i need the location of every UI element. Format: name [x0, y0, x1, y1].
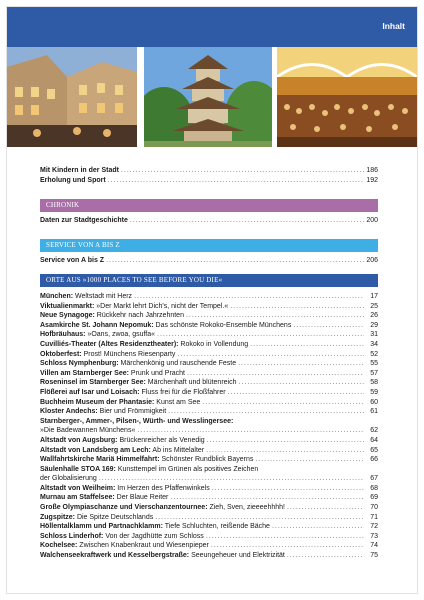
toc-leader-dots — [137, 426, 364, 436]
photo-strip — [7, 47, 417, 147]
toc-page-number: 26 — [370, 312, 378, 320]
toc-entry-subtitle: Prost! Münchens Riesenparty — [81, 350, 176, 358]
toc-entry-subtitle: der Globalisierung — [40, 475, 97, 483]
toc-entry-title: Altstadt von Landsberg am Lech: — [40, 446, 151, 454]
toc-entry-title: München: — [40, 293, 74, 300]
toc-page-number: 25 — [370, 302, 378, 310]
toc-leader-dots — [272, 522, 364, 532]
toc-entry-title: Kloster Andechs: — [40, 408, 98, 416]
toc-entry-subtitle: Zwischen Knabenkraut und Wiesenpieper — [77, 542, 209, 550]
toc-leader-dots — [168, 407, 364, 417]
toc-entry-label — [40, 398, 200, 408]
toc-leader-dots — [293, 321, 364, 331]
toc-leader-dots — [155, 513, 364, 523]
toc-page-number: 71 — [370, 513, 378, 521]
toc-entry-title: Wallfahrtskirche Mariä Himmelfahrt: — [40, 456, 160, 464]
toc-entry-label — [40, 407, 166, 417]
toc-page-number: 29 — [370, 321, 378, 329]
toc-page-number: 59 — [370, 388, 378, 396]
toc-entry-subtitle: Prunk und Pracht — [128, 369, 185, 377]
toc-entry-title: Walchenseekraftwerk und Kesselbergstraße: — [40, 552, 190, 560]
toc-entry-label — [40, 474, 97, 484]
toc-entry-label — [40, 302, 228, 312]
toc-page-number: 60 — [370, 398, 378, 406]
toc-entry-subtitle: Im Herzen des Pfaffenwinkels — [115, 484, 210, 492]
toc-page-number: 65 — [370, 446, 378, 454]
toc-entry-title: Schloss Linderhof: — [40, 532, 104, 540]
toc-entry-title: Asamkirche St. Johann Nepomuk: — [40, 321, 154, 329]
toc-entry — [40, 398, 378, 408]
toc-leader-dots — [170, 493, 364, 503]
toc-entry-label — [40, 378, 237, 388]
toc-entry-label — [40, 311, 184, 321]
toc-leader-dots — [106, 256, 364, 266]
toc-page-number: 57 — [370, 369, 378, 377]
toc-entry-title: Neue Synagoge: — [40, 312, 95, 320]
toc-entry-label — [40, 503, 285, 513]
toc-entry-label — [40, 359, 236, 369]
toc-entry-label — [40, 350, 175, 360]
toc-entry-title: Oktoberfest: — [40, 350, 82, 358]
toc-entry-subtitle: Ab ins Mittelalter — [150, 446, 205, 454]
toc-entry-title: Daten zur Stadtgeschichte — [40, 217, 128, 224]
toc-entry-label — [40, 426, 135, 436]
toc-leader-dots — [206, 532, 364, 542]
toc-leader-dots — [202, 398, 364, 408]
toc-entry-title: Zugspitze: — [40, 513, 75, 521]
toc-entry-label — [40, 465, 258, 475]
toc-entry-subtitle: Tiefe Schluchten, reißende Bäche — [162, 523, 270, 531]
toc-page-number: 70 — [370, 504, 378, 512]
toc-entry-label — [40, 446, 204, 456]
page-title: Inhalt — [382, 21, 405, 31]
toc-entry-title: Murnau am Staffelsee: — [40, 494, 115, 502]
toc-entry-title: Roseninsel im Starnberger See: — [40, 379, 146, 387]
toc-entry — [40, 455, 378, 465]
toc-entry — [40, 166, 378, 176]
toc-entry-label — [40, 292, 132, 302]
toc-page-number: 66 — [370, 456, 378, 464]
toc-entry-subtitle: Weltstadt mit Herz — [73, 293, 133, 300]
toc-entry-label — [40, 330, 155, 340]
toc-entry-subtitle: Schönster Rundblick Bayerns — [159, 456, 254, 464]
toc-entry-subtitle: Bier und Frömmigkeit — [97, 408, 167, 416]
toc-page-number: 72 — [370, 523, 378, 531]
toc-leader-dots — [287, 551, 364, 561]
toc-entry-subtitle: Märchenkönig und rauschende Feste — [118, 360, 237, 368]
toc-entry-subtitle: Rückkehr nach Jahrzehnten — [94, 312, 184, 320]
toc-entry-subtitle: Rokoko in Vollendung — [178, 340, 249, 348]
toc-entry-label — [40, 340, 248, 350]
toc-leader-dots — [206, 446, 364, 456]
toc-entry — [40, 541, 378, 551]
toc-entry-subtitle: Märchenhaft und blütenreich — [145, 379, 237, 387]
toc-entry — [40, 388, 378, 398]
toc-page-number: 75 — [370, 552, 378, 560]
toc-entry-title: Mit Kindern in der Stadt — [40, 167, 119, 174]
toc-entry — [40, 369, 378, 379]
hofbraeuhaus-courtyard-photo — [7, 47, 137, 147]
toc-entry — [40, 474, 378, 484]
toc-entry-subtitle: Zieh, Sven, zieeeehhhh! — [207, 504, 285, 512]
toc-entry-subtitle: »Der Markt lehrt Dich's, nicht der Tempel.« — [94, 302, 229, 310]
toc-leader-dots — [211, 541, 364, 551]
toc-entry — [40, 216, 378, 226]
toc-entry — [40, 436, 378, 446]
toc-entry-label — [40, 388, 226, 398]
toc-page-number: 68 — [370, 484, 378, 492]
toc-entry-label — [40, 216, 128, 226]
toc-page-number: 55 — [370, 360, 378, 368]
toc-entry-title: Große Olympiaschanze und Vierschanzentournee: — [40, 504, 208, 512]
toc-entry-title: Hofbräuhaus: — [40, 331, 86, 339]
toc-leader-dots — [134, 292, 364, 302]
toc-leader-dots — [177, 350, 364, 360]
toc-entry-label — [40, 256, 104, 266]
toc-entry — [40, 503, 378, 513]
chinese-tower-photo — [144, 47, 272, 147]
toc-entry-title: Erholung und Sport — [40, 176, 106, 184]
toc-entry — [40, 359, 378, 369]
toc-entry-label — [40, 513, 153, 523]
toc-entry-label — [40, 176, 106, 186]
toc-entry-subtitle: Das schönste Rokoko-Ensemble Münchens — [153, 321, 292, 329]
toc-leader-dots — [287, 503, 364, 513]
toc-entry-subtitle: »Oans, zwoa, gsuffa« — [85, 331, 156, 339]
toc-leader-dots — [250, 340, 364, 350]
toc-page-number: 64 — [370, 436, 378, 444]
toc-entry-subtitle: Brückenreicher als Venedig — [117, 436, 205, 444]
toc-entry-subtitle: »Die Badewannen Münchens« — [40, 427, 136, 435]
toc-page-number: 17 — [370, 293, 378, 300]
toc-entry-title: Buchheim Museum der Phantasie: — [40, 398, 155, 406]
toc-leader-dots — [186, 311, 364, 321]
toc-page-number: 34 — [370, 340, 378, 348]
toc-page-number: 58 — [370, 379, 378, 387]
section-bar-orte: ORTE AUS »1000 PLACES TO SEE BEFORE YOU DIE« — [40, 274, 378, 287]
toc-leader-dots — [238, 359, 364, 369]
toc-leader-dots — [121, 166, 364, 176]
toc-entry — [40, 426, 378, 436]
toc-entry-label — [40, 551, 285, 561]
toc-entry-title: Kochelsee: — [40, 542, 78, 550]
toc-leader-dots — [99, 474, 364, 484]
toc-leader-dots — [130, 216, 364, 226]
toc-entry — [40, 513, 378, 523]
toc-page-number: 73 — [370, 532, 378, 540]
toc-leader-dots — [255, 455, 364, 465]
toc-page-number: 186 — [366, 167, 378, 174]
toc-entry — [40, 551, 378, 561]
toc-entry-label — [40, 532, 204, 542]
toc-entry — [40, 417, 378, 427]
toc-leader-dots — [239, 378, 365, 388]
toc-leader-dots — [230, 302, 364, 312]
toc-entry-title: Schloss Nymphenburg: — [40, 360, 119, 368]
toc-page-number: 52 — [370, 350, 378, 358]
section-bar-service: SERVICE VON A BIS Z — [40, 239, 378, 252]
toc-entry-label — [40, 493, 168, 503]
toc-entry-subtitle: Der Blaue Reiter — [114, 494, 169, 502]
toc-entry-title: Altstadt von Weilheim: — [40, 484, 116, 492]
toc-entry — [40, 256, 378, 266]
toc-leader-dots — [207, 436, 364, 446]
toc-entry — [40, 311, 378, 321]
toc-entry-subtitle: Die Spitze Deutschlands — [75, 513, 154, 521]
toc-entry — [40, 340, 378, 350]
toc-entry-subtitle: Seeungeheuer und Elektrizität — [189, 552, 285, 560]
toc-page-number: 200 — [366, 217, 378, 224]
toc-entry — [40, 407, 378, 417]
toc-entry-label — [40, 522, 270, 532]
toc-entry — [40, 378, 378, 388]
toc-entry — [40, 176, 378, 186]
toc-block-orte — [40, 292, 378, 561]
toc-block-top — [40, 166, 378, 185]
toc-entry — [40, 302, 378, 312]
toc-entry-title: Säulenhalle STOA 169: — [40, 465, 116, 473]
section-bar-chronik: CHRONIK — [40, 199, 378, 212]
toc-entry-label — [40, 455, 253, 465]
toc-entry-label — [40, 436, 205, 446]
toc-entry-subtitle: Kunst am See — [154, 398, 201, 406]
toc-entry — [40, 532, 378, 542]
toc-page-number: 61 — [370, 408, 378, 416]
toc-page-number: 67 — [370, 475, 378, 483]
toc-entry — [40, 465, 378, 475]
toc-entry-title: Flößerei auf Isar und Loisach: — [40, 388, 140, 396]
toc-entry — [40, 330, 378, 340]
toc-entry-subtitle: Kunsttempel im Grünen als positives Zeichen — [115, 465, 259, 473]
toc-entry-label — [40, 321, 291, 331]
toc-entry-subtitle: Fluss frei für die Floßfahrer — [139, 388, 226, 396]
toc-leader-dots — [108, 176, 364, 186]
toc-entry — [40, 493, 378, 503]
toc-leader-dots — [228, 388, 364, 398]
toc-block-chronik — [40, 216, 378, 226]
toc-entry-title: Starnberger-, Ammer-, Pilsen-, Würth- und Wesslingersee: — [40, 417, 234, 425]
toc-entry-title: Höllentalklamm und Partnachklamm: — [40, 523, 163, 531]
page-header — [7, 7, 417, 47]
toc-entry-label — [40, 541, 209, 551]
toc-entry — [40, 484, 378, 494]
toc-page-number: 206 — [366, 257, 378, 264]
toc-entry — [40, 446, 378, 456]
toc-entry — [40, 350, 378, 360]
toc-entry-title: Viktualienmarkt: — [40, 302, 95, 310]
toc-page-number: 192 — [366, 176, 378, 184]
toc-entry-label — [40, 166, 119, 176]
toc-page-number: 62 — [370, 427, 378, 435]
toc-entry-title: Service von A bis Z — [40, 257, 105, 264]
toc-entry-title: Altstadt von Augsburg: — [40, 436, 118, 444]
toc-entry — [40, 292, 378, 302]
beer-tent-photo — [277, 47, 417, 147]
toc-entry — [40, 522, 378, 532]
toc-page-number: 69 — [370, 494, 378, 502]
toc-entry-title: Cuvilliés-Theater (Altes Residenztheater): — [40, 340, 179, 348]
toc-page-number: 74 — [370, 542, 378, 550]
toc-leader-dots — [187, 369, 364, 379]
toc-entry — [40, 321, 378, 331]
toc-entry-subtitle: Von der Jagdhütte zum Schloss — [103, 532, 204, 540]
toc-entry-label — [40, 417, 233, 427]
toc-entry-title: Villen am Starnberger See: — [40, 369, 129, 377]
toc-block-service — [40, 256, 378, 266]
toc-leader-dots — [157, 330, 364, 340]
toc-entry-label — [40, 369, 185, 379]
toc-page-number: 31 — [370, 331, 378, 339]
toc-leader-dots — [212, 484, 364, 494]
toc-entry-label — [40, 484, 210, 494]
